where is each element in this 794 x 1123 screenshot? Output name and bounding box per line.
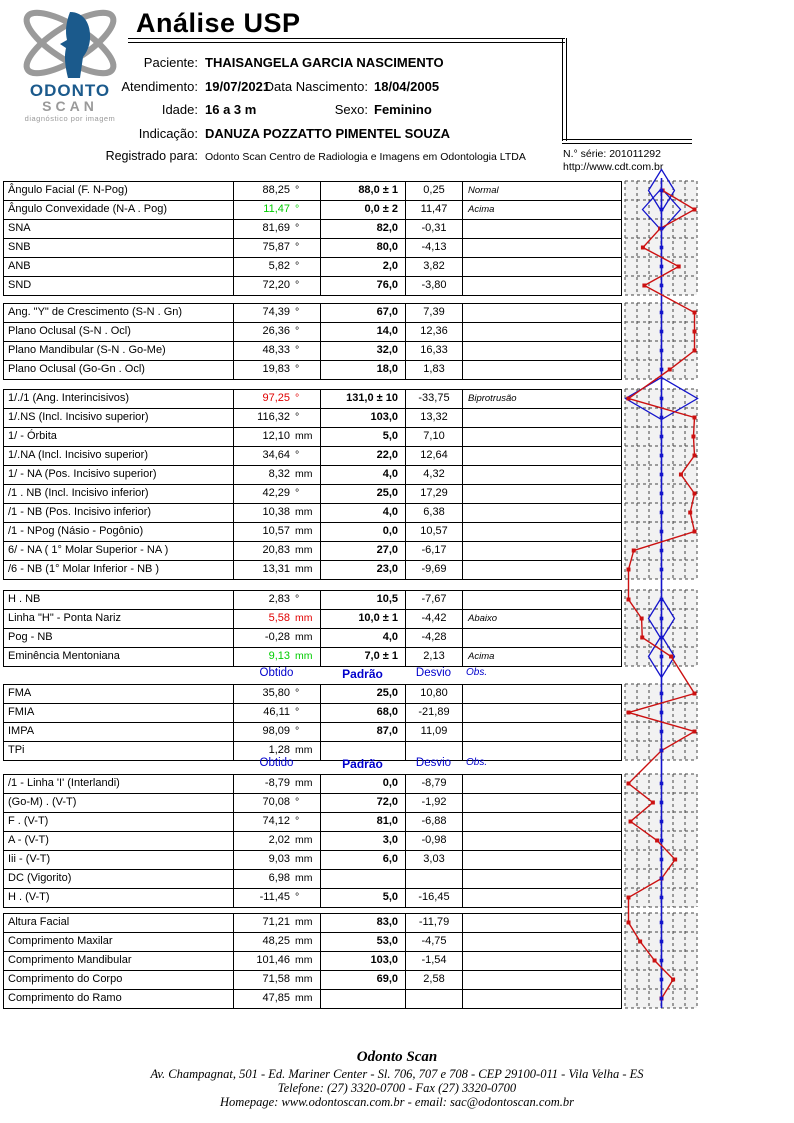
deviation-value: -1,92 [406,794,463,812]
birthdate-label: Data Nascimento: [264,78,368,94]
deviation-value: -9,69 [406,561,463,579]
measurement-label: Comprimento Maxilar [4,933,234,951]
table-row [3,685,622,704]
obtained-value: 74,39 ° [234,304,321,322]
table-row [3,704,622,723]
measurement-label: FMIA [4,704,234,722]
standard-value [321,870,406,888]
obtained-value: 10,38 mm [234,504,321,522]
obtained-value: 12,10 mm [234,428,321,446]
standard-value: 32,0 [321,342,406,360]
obtained-value: 70,08 ° [234,794,321,812]
column-header-obtido: Obtido [259,757,294,769]
standard-value: 80,0 [321,239,406,257]
obtained-value: 74,12 ° [234,813,321,831]
deviation-value: 11,47 [406,201,463,219]
footer-company: Odonto Scan [356,1049,438,1065]
table-row [3,952,622,971]
obtained-value: 88,25 ° [234,182,321,200]
column-header-obtido: Obtido [259,667,294,679]
standard-value: 6,0 [321,851,406,869]
deviation-value: -33,75 [406,390,463,408]
title-rule [128,38,565,43]
table-row [3,220,622,239]
observation-value [463,258,623,276]
measurement-label: /1 - Linha 'I' (Interlandi) [4,775,234,793]
measurement-label: Plano Oclusal (Go-Gn . Ocl) [4,361,234,379]
deviation-value: 3,82 [406,258,463,276]
standard-value: 82,0 [321,220,406,238]
column-header-desvio: Desvio [415,667,452,679]
table-row [3,466,622,485]
table-row [3,971,622,990]
obtained-value: 98,09 ° [234,723,321,741]
deviation-value: -16,45 [406,889,463,907]
table-row [3,542,622,561]
obtained-value: 47,85 mm [234,990,321,1008]
deviation-value: 12,64 [406,447,463,465]
table-row [3,813,622,832]
logo-text-scan: SCAN [42,98,98,114]
observation-value [463,914,623,932]
observation-value [463,304,623,322]
observation-value [463,409,623,427]
standard-value: 0,0 [321,775,406,793]
table-row [3,201,622,220]
standard-value: 3,0 [321,832,406,850]
measurement-label: (Go-M) . (V-T) [4,794,234,812]
measurement-label: IMPA [4,723,234,741]
observation-value [463,466,623,484]
measurement-label: Pog - NB [4,629,234,647]
deviation-value: 7,39 [406,304,463,322]
observation-value [463,889,623,907]
table-row [3,648,622,667]
observation-value [463,704,623,722]
standard-value: 69,0 [321,971,406,989]
standard-value: 7,0 ± 1 [321,648,406,666]
measurement-label: Comprimento do Corpo [4,971,234,989]
deviation-value [406,870,463,888]
measurement-label: Plano Oclusal (S-N . Ocl) [4,323,234,341]
deviation-value [406,990,463,1008]
standard-value: 68,0 [321,704,406,722]
deviation-value: -21,89 [406,704,463,722]
column-header-obs: Obs. [466,757,488,768]
age-sex-row [0,99,560,123]
observation-value [463,447,623,465]
table-row [3,889,622,908]
observation-value [463,723,623,741]
measurement-section-2 [3,303,622,380]
measurement-section-4 [3,590,622,667]
obtained-value: 42,29 ° [234,485,321,503]
measurement-label: /1 - NPog (Násio - Pogônio) [4,523,234,541]
observation-value [463,485,623,503]
sex-value: Feminino [374,102,432,117]
table-row [3,723,622,742]
measurement-label: Iii - (V-T) [4,851,234,869]
observation-value: Acima [468,651,495,662]
table-row [3,523,622,542]
observation-value [463,813,623,831]
measurement-section-6 [3,774,622,908]
measurement-label: F . (V-T) [4,813,234,831]
obtained-value: 5,58 mm [234,610,321,628]
patient-label: Paciente: [143,55,198,70]
registered-row [0,146,560,170]
deviation-value: 6,38 [406,504,463,522]
deviation-value: -6,88 [406,813,463,831]
deviation-value: 0,25 [406,182,463,200]
obtained-value: 35,80 ° [234,685,321,703]
deviation-value: 12,36 [406,323,463,341]
deviation-value: -4,42 [406,610,463,628]
column-header-obs: Obs. [466,667,488,678]
obtained-value: 10,57 mm [234,523,321,541]
patient-name: THAISANGELA GARCIA NASCIMENTO [205,55,444,70]
deviation-value: -6,17 [406,542,463,560]
observation-value [463,870,623,888]
cdt-website-link[interactable]: http://www.cdt.com.br [563,161,664,173]
obtained-value: 71,21 mm [234,914,321,932]
obtained-value: 97,25 ° [234,390,321,408]
deviation-value: 2,58 [406,971,463,989]
obtained-value: 8,32 mm [234,466,321,484]
measurement-label: 1/ - Órbita [4,428,234,446]
appointment-label: Atendimento: [121,78,198,94]
table-row [3,591,622,610]
column-header-padrao: Padrão [342,667,383,681]
observation-value [463,794,623,812]
table-row [3,914,622,933]
standard-value: 2,0 [321,258,406,276]
table-row [3,990,622,1009]
measurement-label: /1 . NB (Incl. Incisivo inferior) [4,485,234,503]
age-label: Idade: [161,102,198,117]
measurement-label: A - (V-T) [4,832,234,850]
deviation-value: -0,31 [406,220,463,238]
measurement-label: /6 - NB (1° Molar Inferior - NB ) [4,561,234,579]
deviation-value: 16,33 [406,342,463,360]
table-row [3,304,622,323]
deviation-value: 10,57 [406,523,463,541]
observation-value: Normal [468,185,499,196]
obtained-value: 81,69 ° [234,220,321,238]
standard-value: 53,0 [321,933,406,951]
measurement-label: SNA [4,220,234,238]
standard-value: 5,0 [321,889,406,907]
table-row [3,629,622,648]
appointment-row [0,76,560,100]
obtained-value: 13,31 mm [234,561,321,579]
standard-value: 83,0 [321,914,406,932]
footer-phone: Telefone: (27) 3320-0700 - Fax (27) 3320-0700 [277,1081,517,1095]
footer-address: Av. Champagnat, 501 - Ed. Mariner Center - Sl. 706, 707 e 708 - CEP 29100-011 - Vila Velha - ES [150,1067,644,1081]
observation-value [463,523,623,541]
sex-label: Sexo: [334,102,368,117]
standard-value: 81,0 [321,813,406,831]
measurement-label: 1/.NS (Incl. Incisivo superior) [4,409,234,427]
measurement-label: ANB [4,258,234,276]
obtained-value: 34,64 ° [234,447,321,465]
obtained-value: 46,11 ° [234,704,321,722]
obtained-value: 5,82 ° [234,258,321,276]
deviation-value: 3,03 [406,851,463,869]
obtained-value: 116,32 ° [234,409,321,427]
registered-value: Odonto Scan Centro de Radiologia e Imagens em Odontologia LTDA [205,151,526,163]
observation-value [463,591,623,609]
deviation-value: 11,09 [406,723,463,741]
deviation-value: -4,13 [406,239,463,257]
bracket-rule-horizontal [562,139,692,144]
observation-value [463,277,623,295]
obtained-value: 2,02 mm [234,832,321,850]
obtained-value: -0,28 mm [234,629,321,647]
measurement-section-3 [3,389,622,580]
standard-value: 88,0 ± 1 [321,182,406,200]
deviation-value: 4,32 [406,466,463,484]
obtained-value: 48,33 ° [234,342,321,360]
obtained-value: 20,83 mm [234,542,321,560]
observation-value [463,239,623,257]
table-row [3,832,622,851]
standard-value: 4,0 [321,629,406,647]
deviation-value: -8,79 [406,775,463,793]
obtained-value: 2,83 ° [234,591,321,609]
table-row [3,409,622,428]
standard-value: 23,0 [321,561,406,579]
measurement-label: /1 - NB (Pos. Incisivo inferior) [4,504,234,522]
measurement-label: Comprimento Mandibular [4,952,234,970]
observation-value [463,342,623,360]
obtained-value: 26,36 ° [234,323,321,341]
table-row [3,447,622,466]
column-header-desvio: Desvio [415,757,452,769]
deviation-value: -0,98 [406,832,463,850]
standard-value: 0,0 [321,523,406,541]
table-row [3,361,622,380]
standard-value: 4,0 [321,504,406,522]
table-row [3,794,622,813]
standard-value [321,990,406,1008]
observation-value [463,629,623,647]
serial-number: N.° série: 201011292 [563,148,661,160]
standard-value: 76,0 [321,277,406,295]
measurement-label: Ângulo Facial (F. N-Pog) [4,182,234,200]
logo-tagline: diagnóstico por imagem [24,114,116,123]
table-row [3,323,622,342]
indication-label: Indicação: [138,125,198,141]
deviation-value: -11,79 [406,914,463,932]
measurement-label: Comprimento do Ramo [4,990,234,1008]
deviation-value: 13,32 [406,409,463,427]
standard-value: 27,0 [321,542,406,560]
standard-value: 22,0 [321,447,406,465]
birthdate-value: 18/04/2005 [374,78,440,94]
observation-value [463,561,623,579]
measurement-label: Eminência Mentoniana [4,648,234,666]
table-row [3,390,622,409]
deviation-value: -1,54 [406,952,463,970]
table-row [3,610,622,629]
patient-info [0,52,560,170]
table-row [3,342,622,361]
table-row [3,258,622,277]
obtained-value: 9,03 mm [234,851,321,869]
measurement-label: H . (V-T) [4,889,234,907]
table-row [3,775,622,794]
deviation-value: -4,75 [406,933,463,951]
obtained-value: 6,98 mm [234,870,321,888]
logo-text-odonto: ODONTO [29,81,111,100]
deviation-value: 2,13 [406,648,463,666]
deviation-value: -7,67 [406,591,463,609]
obtained-value: -11,45 ° [234,889,321,907]
observation-value [463,851,623,869]
standard-value: 14,0 [321,323,406,341]
obtained-value: 1,28 mm [234,742,321,760]
table-row [3,182,622,201]
table-row [3,561,622,580]
observation-value [463,775,623,793]
indication-row [0,123,560,147]
column-header-row [3,757,622,772]
measurement-label: FMA [4,685,234,703]
obtained-value: 72,20 ° [234,277,321,295]
standard-value: 103,0 [321,409,406,427]
observation-value [463,685,623,703]
observation-value [463,933,623,951]
observation-value [463,952,623,970]
obtained-value: 11,47 ° [234,201,321,219]
measurement-label: Ângulo Convexidade (N-A . Pog) [4,201,234,219]
page-title: Análise USP [136,8,301,38]
obtained-value: 9,13 mm [234,648,321,666]
column-header-row [3,667,622,682]
standard-value: 72,0 [321,794,406,812]
column-header-padrao: Padrão [342,757,383,771]
measurement-label: 1/ - NA (Pos. Incisivo superior) [4,466,234,484]
observation-value: Acima [468,204,495,215]
standard-value: 5,0 [321,428,406,446]
observation-value [463,323,623,341]
indication-value: DANUZA POZZATTO PIMENTEL SOUZA [205,125,451,141]
obtained-value: 48,25 mm [234,933,321,951]
measurement-label: Altura Facial [4,914,234,932]
measurement-label: 1/./1 (Ang. Interincisivos) [4,390,234,408]
standard-value: 4,0 [321,466,406,484]
measurement-label: DC (Vigorito) [4,870,234,888]
appointment-date: 19/07/2021 [205,78,271,94]
table-row [3,933,622,952]
observation-value [463,990,623,1008]
standard-value: 10,0 ± 1 [321,610,406,628]
measurement-label: Plano Mandibular (S-N . Go-Me) [4,342,234,360]
deviation-value: -4,28 [406,629,463,647]
obtained-value: 19,83 ° [234,361,321,379]
standard-value: 25,0 [321,685,406,703]
observation-value [463,542,623,560]
standard-value: 0,0 ± 2 [321,201,406,219]
measurement-label: H . NB [4,591,234,609]
measurement-label: Linha "H" - Ponta Nariz [4,610,234,628]
age-value: 16 a 3 m [205,102,257,117]
standard-value: 67,0 [321,304,406,322]
bracket-rule-vertical [562,38,567,141]
footer-homepage-link[interactable]: Homepage: www.odontoscan.com.br - email: sac@odontoscan.com.br [220,1095,574,1109]
standard-value: 25,0 [321,485,406,503]
table-row [3,428,622,447]
table-row [3,870,622,889]
deviation-value: -3,80 [406,277,463,295]
measurement-label: 1/.NA (Incl. Incisivo superior) [4,447,234,465]
standard-value: 87,0 [321,723,406,741]
obtained-value: -8,79 mm [234,775,321,793]
table-row [3,851,622,870]
measurement-label: Ang. "Y" de Crescimento (S-N . Gn) [4,304,234,322]
measurement-label: SNB [4,239,234,257]
observation-value [463,428,623,446]
deviation-value: 7,10 [406,428,463,446]
measurement-label: TPi [4,742,234,760]
table-row [3,277,622,296]
observation-value [463,220,623,238]
standard-value: 131,0 ± 10 [321,390,406,408]
standard-value: 10,5 [321,591,406,609]
deviation-value: 1,83 [406,361,463,379]
deviation-value: 17,29 [406,485,463,503]
observation-value [463,971,623,989]
observation-value [463,504,623,522]
measurement-section-1 [3,181,622,296]
registered-label: Registrado para: [105,149,198,163]
obtained-value: 71,58 mm [234,971,321,989]
observation-value [463,832,623,850]
measurement-section-7 [3,913,622,1009]
standard-value: 103,0 [321,952,406,970]
measurement-label: SND [4,277,234,295]
observation-value: Abaixo [468,613,498,624]
deviation-value: 10,80 [406,685,463,703]
table-row [3,239,622,258]
obtained-value: 75,87 ° [234,239,321,257]
obtained-value: 101,46 mm [234,952,321,970]
report-footer [0,1048,794,1109]
observation-value [463,361,623,379]
measurement-label: 6/ - NA ( 1° Molar Superior - NA ) [4,542,234,560]
table-row [3,485,622,504]
serial-block [563,148,663,174]
observation-value: Biprotrusão [468,393,517,404]
table-row [3,504,622,523]
patient-name-row [0,52,560,76]
standard-value: 18,0 [321,361,406,379]
measurement-section-5 [3,684,622,761]
